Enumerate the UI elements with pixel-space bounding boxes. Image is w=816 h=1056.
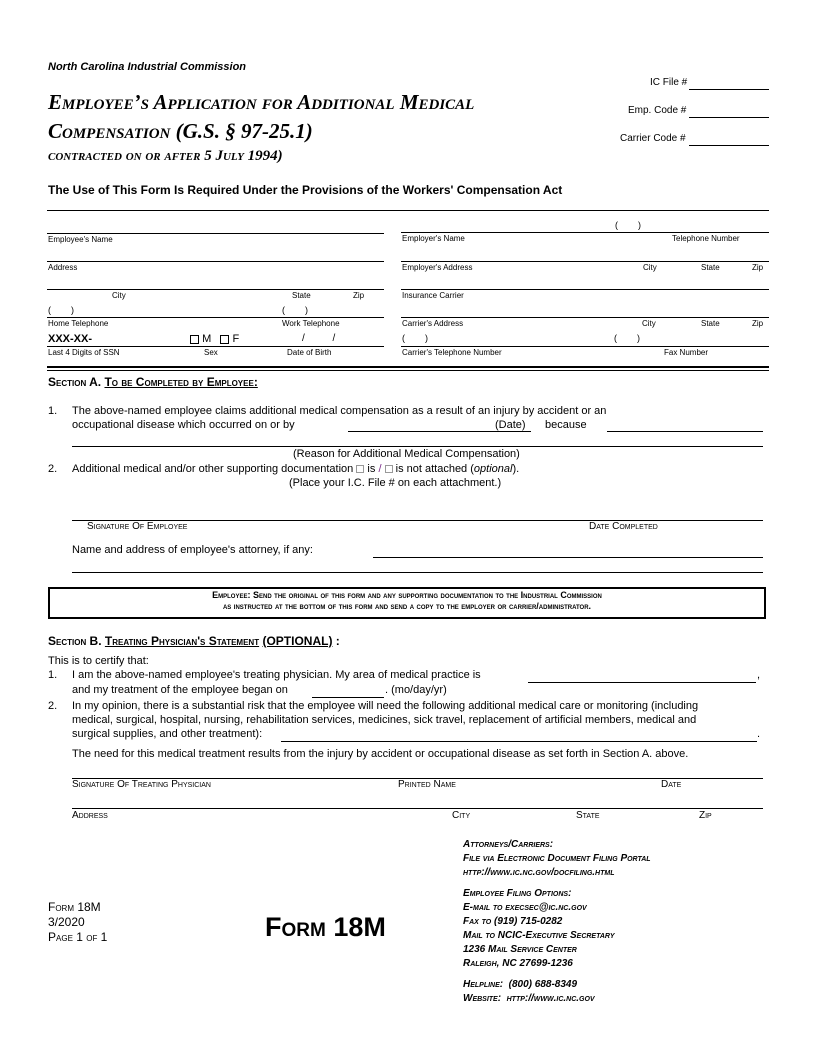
b-item1-line2b: . (mo/day/yr) (385, 684, 447, 696)
helpline: Helpline: (800) 688-8349 (463, 979, 578, 990)
physician-signature-label: Signature Of Treating Physician (72, 779, 211, 790)
section-a-heading: Section A. To be Completed by Employee: (48, 375, 258, 389)
header-divider (47, 210, 769, 211)
employer-address-label: Employer's Address (402, 263, 473, 272)
sex-m-checkbox[interactable] (190, 335, 199, 344)
fax-paren: ( ) (614, 333, 640, 343)
employer-address-input[interactable] (401, 261, 769, 262)
b-item1-line1: I am the above-named employee's treating physician. My area of medical practice is (72, 669, 481, 681)
attorney-label: Name and address of employee's attorney, if any: (72, 544, 313, 556)
section-b-heading: Section B. Treating Physician's Statement (OPTIONAL) : (48, 634, 340, 648)
item2-line: Additional medical and/or other supporting documentation is / is not attached (optional). (72, 463, 520, 475)
footer-revision: 3/2020 (48, 915, 85, 929)
b-item2-number: 2. (48, 700, 58, 712)
notice-line2: as instructed at the bottom of this form and send a copy to the employer or carrier/administrator. (222, 601, 592, 611)
mail-option: Mail to NCIC-Executive Secretary (463, 930, 615, 941)
home-phone-paren: ( ) (48, 305, 74, 315)
employer-city-label: City (643, 263, 657, 272)
carrier-state-label: State (701, 319, 720, 328)
email-option[interactable]: E-mail to execsec@ic.nc.gov (463, 902, 587, 913)
home-phone-label: Home Telephone (48, 319, 109, 328)
mail-center: 1236 Mail Service Center (463, 944, 577, 955)
work-phone-paren: ( ) (282, 305, 308, 315)
form-title-line3: contracted on or after 5 July 1994) (48, 148, 283, 164)
agency-name: North Carolina Industrial Commission (48, 61, 247, 73)
insurance-carrier-label: Insurance Carrier (402, 291, 464, 300)
employer-state-label: State (701, 263, 720, 272)
attorneys-heading: Attorneys/Carriers: (463, 839, 554, 850)
carrier-address-label: Carrier's Address (402, 319, 464, 328)
injury-date-input[interactable] (348, 431, 531, 432)
employee-phone-input[interactable] (47, 317, 384, 318)
item1-number: 1. (48, 405, 58, 417)
work-phone-label: Work Telephone (282, 319, 340, 328)
fax-option: Fax to (919) 715-0282 (463, 916, 563, 927)
carrier-phone-input[interactable] (401, 346, 769, 347)
physician-zip-label: Zip (699, 810, 712, 821)
b-item2-line3: surgical supplies, and other treatment): (72, 728, 263, 740)
attorney-input-1[interactable] (373, 557, 763, 558)
b-item2-period: . (757, 728, 761, 740)
employer-name-input[interactable] (401, 232, 769, 233)
sex-choice[interactable] (190, 333, 239, 345)
attached-checkbox[interactable] (356, 465, 364, 473)
form-title-line2: Compensation (G.S. § 97-25.1) (48, 119, 313, 143)
website[interactable]: Website: http://www.ic.nc.gov (463, 993, 595, 1004)
carrier-phone-label: Carrier's Telephone Number (402, 348, 502, 357)
mail-city: Raleigh, NC 27699-1236 (463, 958, 573, 969)
employee-city-input[interactable] (47, 289, 384, 290)
b-item2-line2: medical, surgical, hospital, nursing, rehabilitation services, medicines, sick travel, replacement of artificial members, medical and (72, 714, 697, 726)
sex-f-checkbox[interactable] (220, 335, 229, 344)
attorneys-url[interactable]: http://www.ic.nc.gov/docfiling.html (463, 867, 615, 878)
printed-name-label: Printed Name (398, 779, 456, 790)
not-attached-checkbox[interactable] (385, 465, 393, 473)
employer-zip-label: Zip (752, 263, 764, 272)
b-item1-line2a: and my treatment of the employee began on (72, 684, 288, 696)
dob-label: Date of Birth (287, 348, 332, 357)
physician-state-label: State (576, 810, 600, 821)
sex-label: Sex (204, 348, 218, 357)
employee-zip-label: Zip (353, 291, 365, 300)
physician-address-label: Address (72, 810, 108, 821)
reason-input-2[interactable] (72, 446, 763, 447)
use-notice: The Use of This Form Is Required Under the Provisions of the Workers' Compensation Act (48, 183, 563, 197)
additional-care-input[interactable] (281, 741, 757, 742)
employer-telephone-label: Telephone Number (672, 234, 740, 243)
employee-address-input[interactable] (47, 261, 384, 262)
date-completed-label: Date Completed (589, 521, 658, 532)
ssn-label: Last 4 Digits of SSN (48, 348, 120, 357)
carrier-address-input[interactable] (401, 317, 769, 318)
notice-lead: Employee: (212, 590, 251, 600)
attorney-input-2[interactable] (72, 572, 763, 573)
certify-label: This is to certify that: (48, 655, 149, 667)
reason-label: (Reason for Additional Medical Compensation) (293, 448, 520, 460)
ssn-prefix: XXX-XX- (48, 333, 93, 345)
employer-name-label: Employer's Name (402, 234, 465, 243)
b-item2-line1: In my opinion, there is a substantial risk that the employee will need the following additional medical care or monitoring (including (72, 700, 699, 712)
employee-options-heading: Employee Filing Options: (463, 888, 572, 899)
ic-file-label: IC File # (650, 77, 688, 88)
fax-label: Fax Number (664, 348, 709, 357)
sex-m-label: M (202, 333, 212, 345)
employee-signature-label: Signature Of Employee (87, 521, 188, 532)
form-title-line1: Employee’s Application for Additional Medical (48, 90, 475, 114)
carrier-code-input[interactable] (689, 145, 769, 146)
employee-ssn-input[interactable] (47, 346, 384, 347)
footer-form-label: Form 18M (48, 900, 101, 914)
carrier-zip-label: Zip (752, 319, 764, 328)
b-item1-comma: , (757, 669, 761, 681)
item1-line1: The above-named employee claims additional medical compensation as a result of an injury by accident or an (72, 405, 607, 417)
dob-slashes: / / (302, 333, 336, 344)
reason-input-1[interactable] (607, 431, 763, 432)
date-label: (Date) (495, 419, 526, 431)
treatment-start-input[interactable] (312, 697, 384, 698)
physician-address-input[interactable] (72, 808, 763, 809)
employee-state-label: State (292, 291, 311, 300)
carrier-city-label: City (642, 319, 656, 328)
emp-code-input[interactable] (689, 117, 769, 118)
physician-city-label: City (452, 810, 471, 821)
insurance-carrier-input[interactable] (401, 289, 769, 290)
carrier-phone-paren: ( ) (402, 333, 428, 343)
footer-page: Page 1 of 1 (48, 930, 108, 944)
employer-phone-paren: ( ) (615, 220, 641, 230)
footer-big-form: Form 18M (265, 912, 386, 942)
physician-date-label: Date (661, 779, 682, 790)
section-divider (47, 366, 769, 371)
emp-code-label: Emp. Code # (628, 105, 687, 116)
practice-area-input[interactable] (528, 682, 756, 683)
attorneys-line1: File via Electronic Document Filing Portal (463, 853, 651, 864)
need-statement: The need for this medical treatment results from the injury by accident or occupational disease as set forth in Section A. above. (72, 748, 689, 760)
place-ic-note: (Place your I.C. File # on each attachment.) (289, 477, 502, 489)
carrier-code-label: Carrier Code # (620, 133, 686, 144)
employee-address-label: Address (48, 263, 78, 272)
item2-number: 2. (48, 463, 58, 475)
notice-box (48, 587, 766, 619)
employee-city-label: City (112, 291, 126, 300)
employee-name-input[interactable] (47, 233, 384, 234)
sex-f-label: F (232, 333, 240, 345)
employee-name-label: Employee's Name (48, 235, 113, 244)
notice-line1: Send the original of this form and any supporting documentation to the Industrial Commission (253, 590, 602, 600)
item1-line2: occupational disease which occurred on or by (72, 419, 295, 431)
ic-file-input[interactable] (689, 89, 769, 90)
because-label: because (545, 419, 587, 431)
b-item1-number: 1. (48, 669, 58, 681)
